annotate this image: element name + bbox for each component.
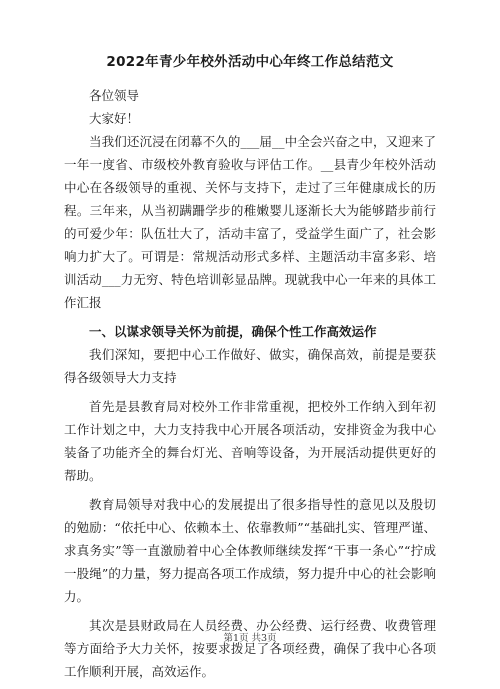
paragraph-intro: 当我们还沉浸在闭幕不久的___届__中全会兴奋之中，又迎来了一年一度省、市级校外教育验收与评估工作。__县青少年校外活动中心在各级领导的重视、关怀与支持下，走过了三年健康成长的历程。三年来，从当初蹒跚学步的稚嫩婴儿逐渐长大为能够踏步前行的可爱少年：队伍壮大了，活动丰富了，受益学生面广了，社会影响力扩大了。可谓是：常规活动形式多样、主题活动丰富多彩、培训活动___力无穷、特色培训彰显品牌。现就我中心一年来的具体工作汇报 bbox=[64, 134, 436, 310]
paragraph-guidance: 教育局领导对我中心的发展提出了很多指导性的意见以及殷切的勉励：“依托中心、依赖本土、依靠教师”“基础扎实、管理严谨、求真务实”等一直激励着中心全体教师继续发挥“干事一条心”“拧成一股绳”的力量，努力提高各项工作成绩，努力提升中心的社会影响力。 bbox=[64, 497, 436, 604]
section-heading-1: 一、以谋求领导关怀为前提，确保个性工作高效运作 bbox=[89, 324, 377, 339]
paragraph-finance-bureau: 其次是县财政局在人员经费、办公经费、运行经费、收费管理等方面给予大力关怀，按要求拨足了各项经费，确保了我中心各项工作顺利开展，高效运作。 bbox=[64, 618, 436, 679]
paragraph-education-bureau: 首先是县教育局对校外工作非常重视，把校外工作纳入到年初工作计划之中，大力支持我中心开展各项活动，安排资金为我中心装备了功能齐全的舞台灯光、音响等设备，为开展活动提供更好的帮助。 bbox=[64, 399, 436, 483]
salutation: 各位领导 bbox=[89, 88, 140, 103]
paragraph-leadership: 我们深知，要把中心工作做好、做实，确保高效，前提是要获得各级领导大力支持 bbox=[64, 347, 436, 385]
document-title: 2022年青少年校外活动中心年终工作总结范文 bbox=[106, 54, 394, 70]
page-footer: 第1页 共3页 bbox=[223, 633, 277, 644]
document-page bbox=[64, 50, 436, 689]
greeting: 大家好！ bbox=[89, 111, 140, 126]
